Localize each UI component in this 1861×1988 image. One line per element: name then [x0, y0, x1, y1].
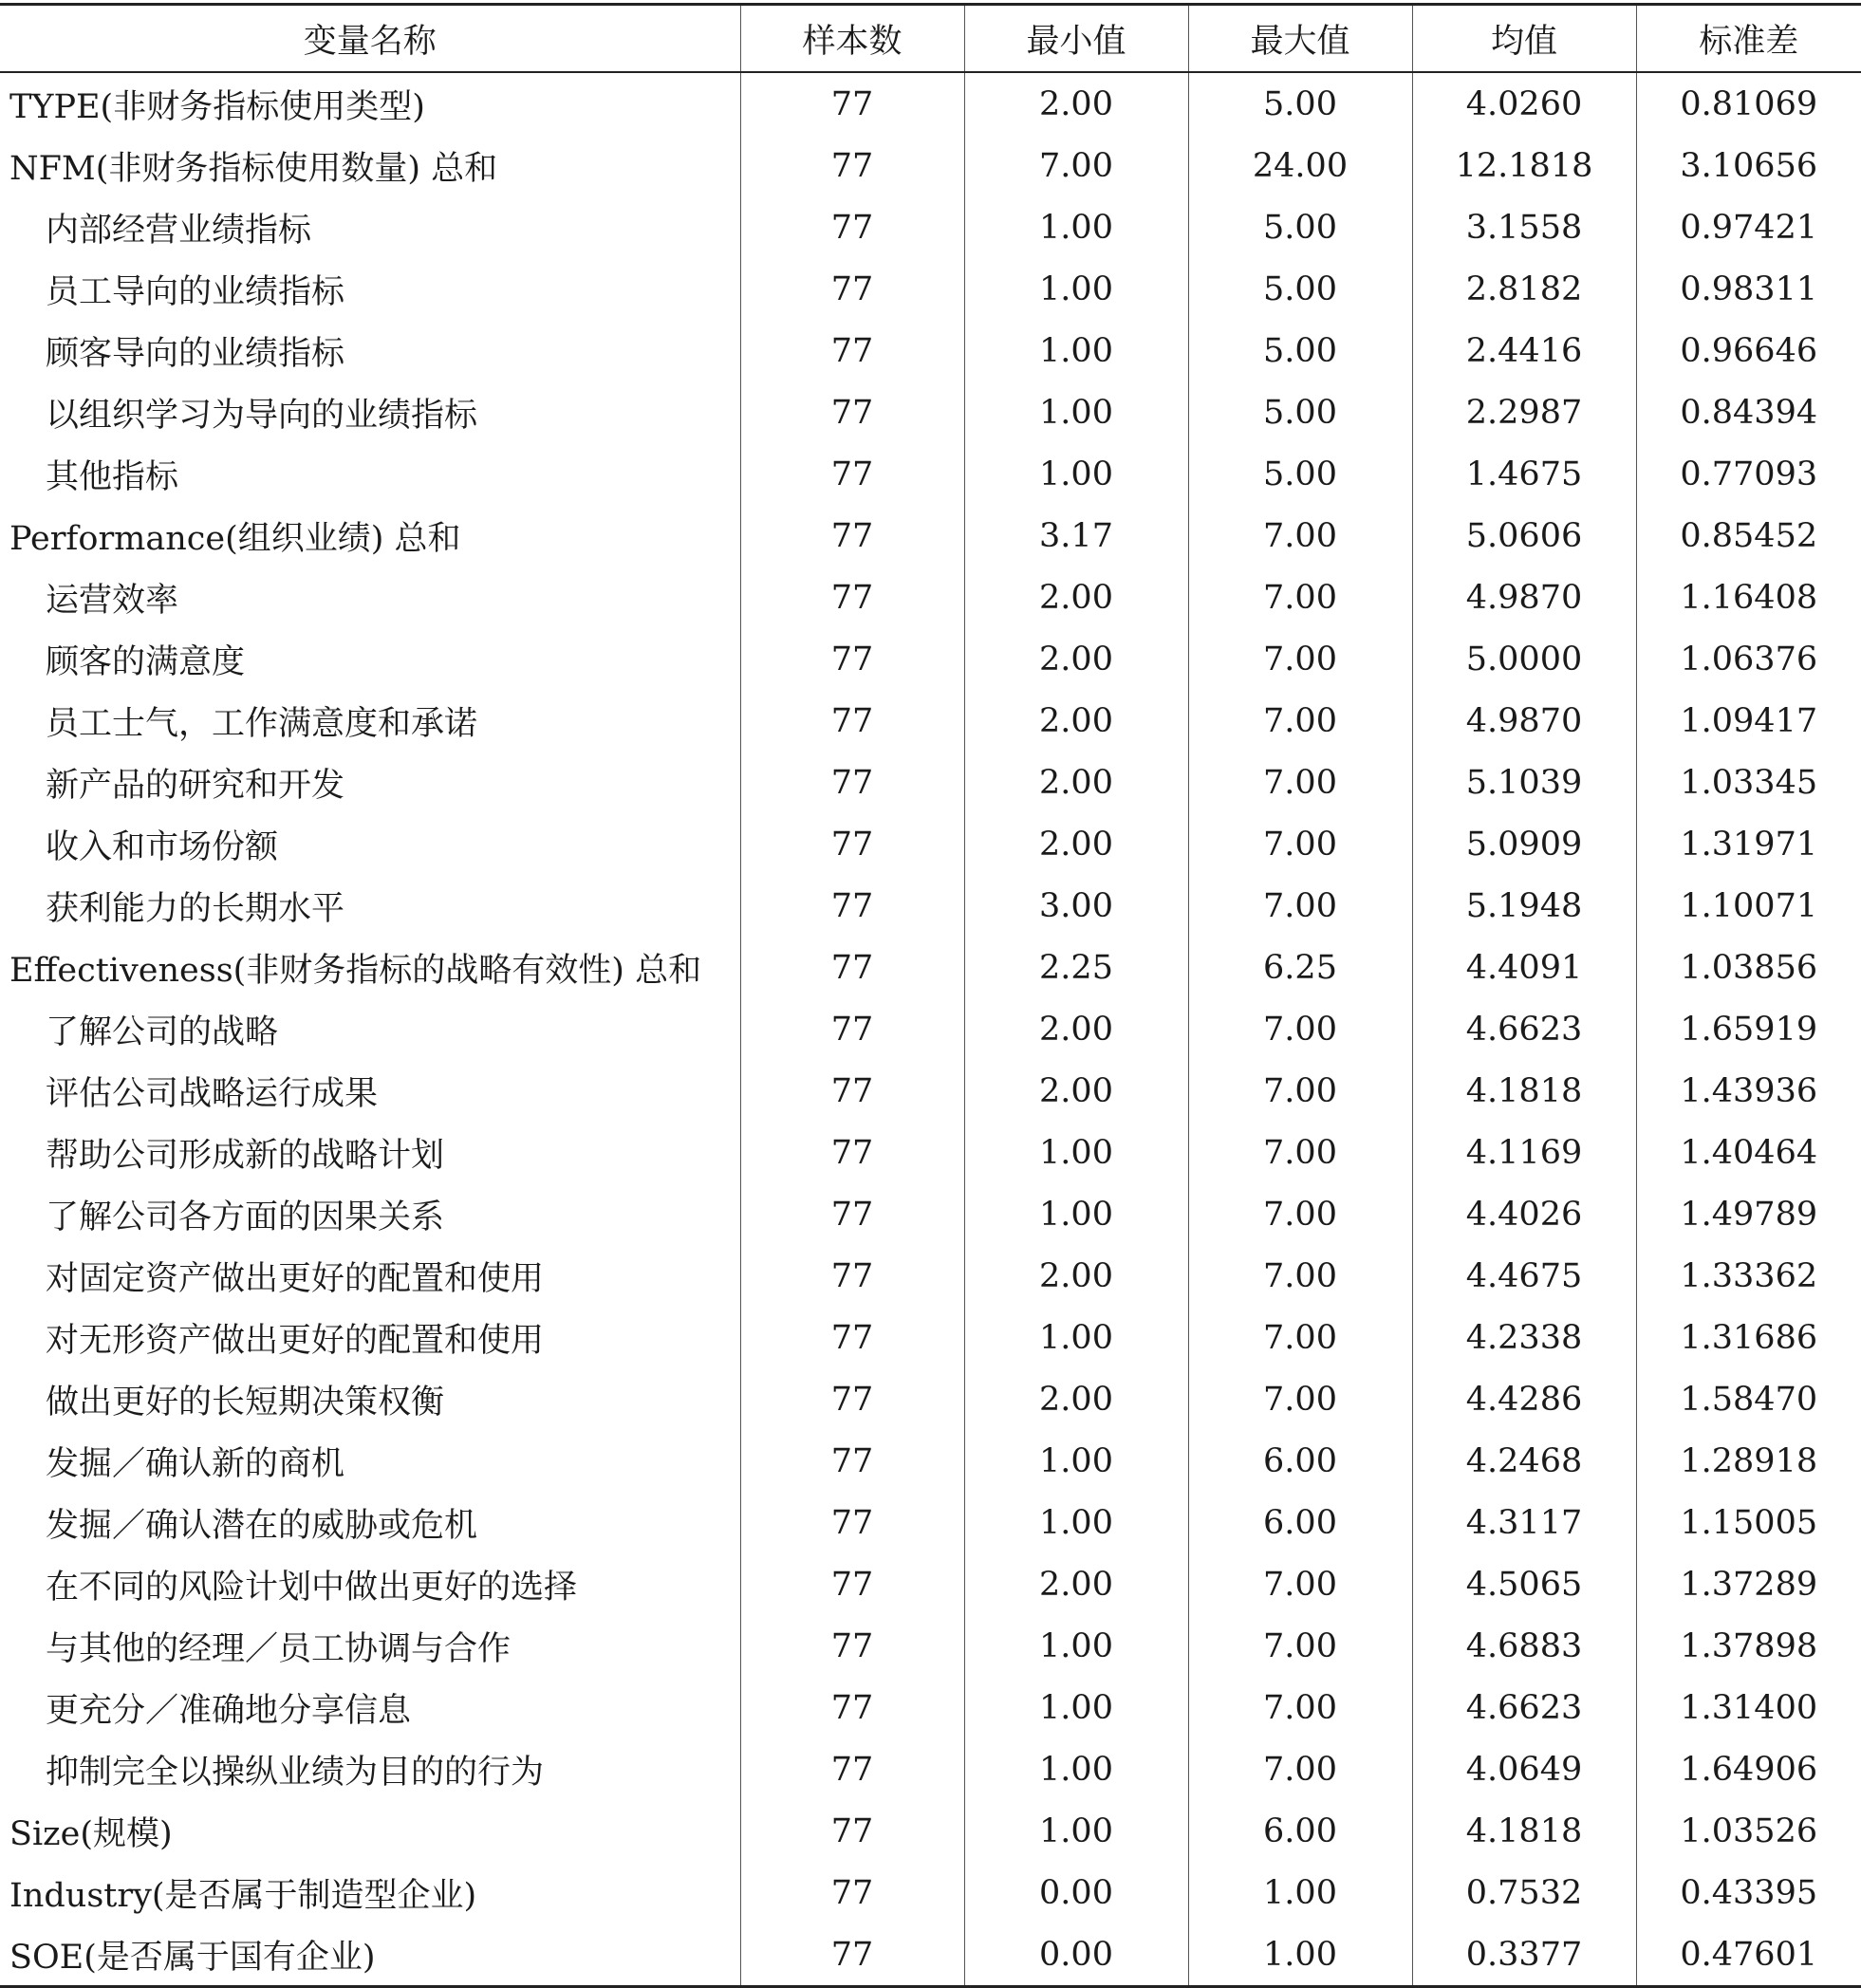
cell-mean: 4.0649 [1412, 1738, 1636, 1800]
cell-mean: 4.2338 [1412, 1307, 1636, 1368]
cell-mean: 5.1039 [1412, 752, 1636, 813]
cell-minimum: 0.00 [964, 1862, 1188, 1923]
cell-mean: 5.1948 [1412, 875, 1636, 937]
cell-maximum: 5.00 [1188, 196, 1412, 258]
cell-maximum: 7.00 [1188, 1553, 1412, 1615]
cell-sample-size: 77 [740, 813, 964, 875]
cell-std-dev: 0.77093 [1636, 443, 1861, 505]
cell-mean: 4.4026 [1412, 1183, 1636, 1245]
cell-mean: 4.6623 [1412, 1677, 1636, 1738]
cell-std-dev: 1.09417 [1636, 690, 1861, 752]
cell-mean: 4.6883 [1412, 1615, 1636, 1677]
header-row [0, 5, 1861, 73]
cell-variable-name: 更充分／准确地分享信息 [46, 1691, 412, 1730]
cell-mean: 4.9870 [1412, 690, 1636, 752]
cell-mean: 4.2468 [1412, 1430, 1636, 1492]
cell-std-dev: 1.10071 [1636, 875, 1861, 937]
cell-variable-name: 在不同的风险计划中做出更好的选择 [46, 1568, 578, 1607]
cell-sample-size: 77 [740, 505, 964, 567]
cell-mean: 4.1169 [1412, 1122, 1636, 1183]
table-row [0, 752, 1861, 813]
table-row [0, 1307, 1861, 1368]
table-row [0, 1183, 1861, 1245]
header-minimum: 最小值 [964, 5, 1188, 73]
cell-minimum: 1.00 [964, 1122, 1188, 1183]
cell-minimum: 2.00 [964, 1553, 1188, 1615]
cell-variable-name: 收入和市场份额 [46, 827, 279, 866]
cell-sample-size: 77 [740, 998, 964, 1060]
table-row [0, 320, 1861, 381]
cell-minimum: 2.00 [964, 1245, 1188, 1307]
cell-sample-size: 77 [740, 1060, 964, 1122]
cell-sample-size: 77 [740, 1553, 964, 1615]
cell-std-dev: 1.37898 [1636, 1615, 1861, 1677]
cell-variable-name: 发掘／确认新的商机 [46, 1444, 345, 1483]
cell-mean: 4.4675 [1412, 1245, 1636, 1307]
cell-minimum: 7.00 [964, 135, 1188, 196]
cell-mean: 0.3377 [1412, 1923, 1636, 1987]
table-body [0, 72, 1861, 1987]
cell-variable-name: 做出更好的长短期决策权衡 [46, 1383, 445, 1421]
cell-minimum: 1.00 [964, 1738, 1188, 1800]
cell-mean: 4.1818 [1412, 1800, 1636, 1862]
cell-variable-name: 员工导向的业绩指标 [46, 272, 345, 311]
cell-sample-size: 77 [740, 1430, 964, 1492]
cell-sample-size: 77 [740, 135, 964, 196]
cell-std-dev: 1.64906 [1636, 1738, 1861, 1800]
cell-variable-name: 对无形资产做出更好的配置和使用 [46, 1321, 545, 1360]
cell-std-dev: 1.28918 [1636, 1430, 1861, 1492]
cell-mean: 2.4416 [1412, 320, 1636, 381]
cell-mean: 4.6623 [1412, 998, 1636, 1060]
table-row [0, 690, 1861, 752]
cell-std-dev: 1.31971 [1636, 813, 1861, 875]
cell-minimum: 1.00 [964, 1492, 1188, 1553]
header-sample-size: 样本数 [740, 5, 964, 73]
cell-minimum: 1.00 [964, 443, 1188, 505]
cell-variable-name: 发掘／确认潜在的威胁或危机 [46, 1506, 478, 1545]
cell-variable-name: 内部经营业绩指标 [46, 211, 312, 250]
cell-sample-size: 77 [740, 1800, 964, 1862]
table-row [0, 1060, 1861, 1122]
cell-mean: 4.4091 [1412, 937, 1636, 998]
cell-maximum: 7.00 [1188, 1677, 1412, 1738]
cell-maximum: 7.00 [1188, 1368, 1412, 1430]
cell-maximum: 7.00 [1188, 690, 1412, 752]
cell-std-dev: 1.43936 [1636, 1060, 1861, 1122]
cell-maximum: 1.00 [1188, 1862, 1412, 1923]
cell-sample-size: 77 [740, 1677, 964, 1738]
cell-mean: 4.9870 [1412, 567, 1636, 628]
cell-std-dev: 0.84394 [1636, 381, 1861, 443]
table-row [0, 567, 1861, 628]
cell-maximum: 7.00 [1188, 1307, 1412, 1368]
cell-minimum: 0.00 [964, 1923, 1188, 1987]
cell-std-dev: 0.97421 [1636, 196, 1861, 258]
cell-mean: 12.1818 [1412, 135, 1636, 196]
cell-std-dev: 1.03345 [1636, 752, 1861, 813]
table-row [0, 1862, 1861, 1923]
header-maximum: 最大值 [1188, 5, 1412, 73]
cell-maximum: 7.00 [1188, 1615, 1412, 1677]
cell-variable-name: 顾客的满意度 [46, 642, 246, 681]
table-row [0, 1738, 1861, 1800]
table-row [0, 1923, 1861, 1987]
cell-std-dev: 1.33362 [1636, 1245, 1861, 1307]
cell-variable-name: 其他指标 [46, 457, 179, 496]
table-row [0, 505, 1861, 567]
cell-sample-size: 77 [740, 567, 964, 628]
cell-std-dev: 1.31686 [1636, 1307, 1861, 1368]
cell-variable-name: Size(规模) [9, 1814, 173, 1853]
table-row [0, 135, 1861, 196]
cell-maximum: 6.00 [1188, 1430, 1412, 1492]
cell-std-dev: 1.40464 [1636, 1122, 1861, 1183]
cell-sample-size: 77 [740, 1615, 964, 1677]
cell-minimum: 2.00 [964, 567, 1188, 628]
cell-mean: 1.4675 [1412, 443, 1636, 505]
table-row [0, 1615, 1861, 1677]
cell-std-dev: 1.16408 [1636, 567, 1861, 628]
cell-sample-size: 77 [740, 258, 964, 320]
cell-sample-size: 77 [740, 628, 964, 690]
cell-mean: 5.0606 [1412, 505, 1636, 567]
cell-minimum: 1.00 [964, 1800, 1188, 1862]
cell-variable-name: 员工士气，工作满意度和承诺 [46, 704, 478, 743]
cell-variable-name: 获利能力的长期水平 [46, 889, 345, 928]
table-row [0, 1553, 1861, 1615]
table-row [0, 813, 1861, 875]
cell-std-dev: 3.10656 [1636, 135, 1861, 196]
cell-minimum: 2.00 [964, 813, 1188, 875]
cell-variable-name: 新产品的研究和开发 [46, 766, 345, 805]
cell-mean: 2.8182 [1412, 258, 1636, 320]
cell-std-dev: 1.03856 [1636, 937, 1861, 998]
cell-mean: 4.0260 [1412, 72, 1636, 135]
descriptive-statistics-table [0, 3, 1861, 1988]
cell-maximum: 7.00 [1188, 1183, 1412, 1245]
cell-sample-size: 77 [740, 1122, 964, 1183]
cell-variable-name: 顾客导向的业绩指标 [46, 334, 345, 373]
cell-sample-size: 77 [740, 1862, 964, 1923]
cell-maximum: 7.00 [1188, 752, 1412, 813]
table-row [0, 1492, 1861, 1553]
cell-std-dev: 1.06376 [1636, 628, 1861, 690]
cell-minimum: 1.00 [964, 320, 1188, 381]
cell-std-dev: 1.65919 [1636, 998, 1861, 1060]
cell-std-dev: 0.47601 [1636, 1923, 1861, 1987]
table-row [0, 443, 1861, 505]
cell-maximum: 5.00 [1188, 443, 1412, 505]
cell-variable-name: TYPE(非财务指标使用类型) [9, 87, 425, 126]
cell-maximum: 7.00 [1188, 998, 1412, 1060]
cell-minimum: 3.17 [964, 505, 1188, 567]
table-row [0, 258, 1861, 320]
cell-minimum: 1.00 [964, 1183, 1188, 1245]
cell-maximum: 7.00 [1188, 1738, 1412, 1800]
cell-sample-size: 77 [740, 937, 964, 998]
cell-minimum: 3.00 [964, 875, 1188, 937]
cell-sample-size: 77 [740, 1738, 964, 1800]
cell-sample-size: 77 [740, 443, 964, 505]
cell-maximum: 7.00 [1188, 628, 1412, 690]
cell-mean: 5.0909 [1412, 813, 1636, 875]
table-row [0, 72, 1861, 135]
cell-mean: 4.5065 [1412, 1553, 1636, 1615]
cell-variable-name: SOE(是否属于国有企业) [9, 1938, 376, 1977]
cell-minimum: 2.25 [964, 937, 1188, 998]
cell-sample-size: 77 [740, 752, 964, 813]
cell-maximum: 5.00 [1188, 381, 1412, 443]
cell-maximum: 7.00 [1188, 875, 1412, 937]
table-row [0, 1430, 1861, 1492]
cell-minimum: 2.00 [964, 998, 1188, 1060]
cell-minimum: 1.00 [964, 258, 1188, 320]
cell-variable-name: 评估公司战略运行成果 [46, 1074, 379, 1113]
cell-std-dev: 1.03526 [1636, 1800, 1861, 1862]
cell-maximum: 7.00 [1188, 567, 1412, 628]
cell-mean: 4.4286 [1412, 1368, 1636, 1430]
cell-maximum: 6.00 [1188, 1492, 1412, 1553]
cell-std-dev: 1.49789 [1636, 1183, 1861, 1245]
cell-variable-name: 运营效率 [46, 581, 179, 620]
cell-minimum: 2.00 [964, 628, 1188, 690]
cell-sample-size: 77 [740, 381, 964, 443]
cell-std-dev: 1.31400 [1636, 1677, 1861, 1738]
cell-sample-size: 77 [740, 72, 964, 135]
table-row [0, 875, 1861, 937]
cell-maximum: 5.00 [1188, 72, 1412, 135]
cell-std-dev: 0.98311 [1636, 258, 1861, 320]
cell-minimum: 2.00 [964, 72, 1188, 135]
cell-std-dev: 1.37289 [1636, 1553, 1861, 1615]
cell-std-dev: 1.15005 [1636, 1492, 1861, 1553]
cell-sample-size: 77 [740, 875, 964, 937]
table-row [0, 196, 1861, 258]
cell-minimum: 1.00 [964, 1677, 1188, 1738]
cell-maximum: 7.00 [1188, 1060, 1412, 1122]
table-row [0, 381, 1861, 443]
cell-std-dev: 1.58470 [1636, 1368, 1861, 1430]
cell-minimum: 1.00 [964, 1615, 1188, 1677]
cell-variable-name: 帮助公司形成新的战略计划 [46, 1136, 445, 1175]
table-header [0, 5, 1861, 73]
cell-sample-size: 77 [740, 690, 964, 752]
table-row [0, 1800, 1861, 1862]
cell-sample-size: 77 [740, 196, 964, 258]
cell-sample-size: 77 [740, 1368, 964, 1430]
cell-maximum: 5.00 [1188, 258, 1412, 320]
cell-maximum: 6.00 [1188, 1800, 1412, 1862]
cell-variable-name: 了解公司的战略 [46, 1013, 279, 1051]
cell-maximum: 6.25 [1188, 937, 1412, 998]
cell-maximum: 1.00 [1188, 1923, 1412, 1987]
cell-variable-name: 抑制完全以操纵业绩为目的的行为 [46, 1753, 545, 1792]
cell-maximum: 7.00 [1188, 1122, 1412, 1183]
cell-variable-name: 了解公司各方面的因果关系 [46, 1198, 445, 1236]
cell-sample-size: 77 [740, 1307, 964, 1368]
table-row [0, 998, 1861, 1060]
table-row [0, 937, 1861, 998]
cell-variable-name: Industry(是否属于制造型企业) [9, 1876, 477, 1915]
cell-std-dev: 0.85452 [1636, 505, 1861, 567]
cell-variable-name: 与其他的经理／员工协调与合作 [46, 1629, 512, 1668]
table-row [0, 1368, 1861, 1430]
cell-std-dev: 0.96646 [1636, 320, 1861, 381]
cell-minimum: 2.00 [964, 690, 1188, 752]
cell-std-dev: 0.81069 [1636, 72, 1861, 135]
header-mean: 均值 [1412, 5, 1636, 73]
cell-maximum: 7.00 [1188, 1245, 1412, 1307]
cell-variable-name: Performance(组织业绩) 总和 [9, 519, 461, 558]
cell-sample-size: 77 [740, 320, 964, 381]
cell-maximum: 7.00 [1188, 505, 1412, 567]
cell-minimum: 1.00 [964, 381, 1188, 443]
cell-sample-size: 77 [740, 1245, 964, 1307]
table-row [0, 1245, 1861, 1307]
cell-maximum: 7.00 [1188, 813, 1412, 875]
cell-mean: 3.1558 [1412, 196, 1636, 258]
cell-mean: 4.1818 [1412, 1060, 1636, 1122]
cell-minimum: 2.00 [964, 1368, 1188, 1430]
table-row [0, 1677, 1861, 1738]
cell-sample-size: 77 [740, 1183, 964, 1245]
table-row [0, 628, 1861, 690]
cell-minimum: 2.00 [964, 1060, 1188, 1122]
cell-mean: 2.2987 [1412, 381, 1636, 443]
cell-mean: 4.3117 [1412, 1492, 1636, 1553]
table-row [0, 1122, 1861, 1183]
cell-variable-name: NFM(非财务指标使用数量) 总和 [9, 149, 498, 188]
cell-mean: 0.7532 [1412, 1862, 1636, 1923]
cell-variable-name: Effectiveness(非财务指标的战略有效性) 总和 [9, 951, 702, 990]
cell-sample-size: 77 [740, 1923, 964, 1987]
cell-maximum: 24.00 [1188, 135, 1412, 196]
header-std-dev: 标准差 [1636, 5, 1861, 73]
cell-sample-size: 77 [740, 1492, 964, 1553]
cell-mean: 5.0000 [1412, 628, 1636, 690]
cell-variable-name: 以组织学习为导向的业绩指标 [46, 396, 478, 435]
cell-variable-name: 对固定资产做出更好的配置和使用 [46, 1259, 545, 1298]
cell-std-dev: 0.43395 [1636, 1862, 1861, 1923]
header-variable-name: 变量名称 [0, 5, 740, 73]
cell-maximum: 5.00 [1188, 320, 1412, 381]
cell-minimum: 2.00 [964, 752, 1188, 813]
cell-minimum: 1.00 [964, 1307, 1188, 1368]
cell-minimum: 1.00 [964, 196, 1188, 258]
cell-minimum: 1.00 [964, 1430, 1188, 1492]
